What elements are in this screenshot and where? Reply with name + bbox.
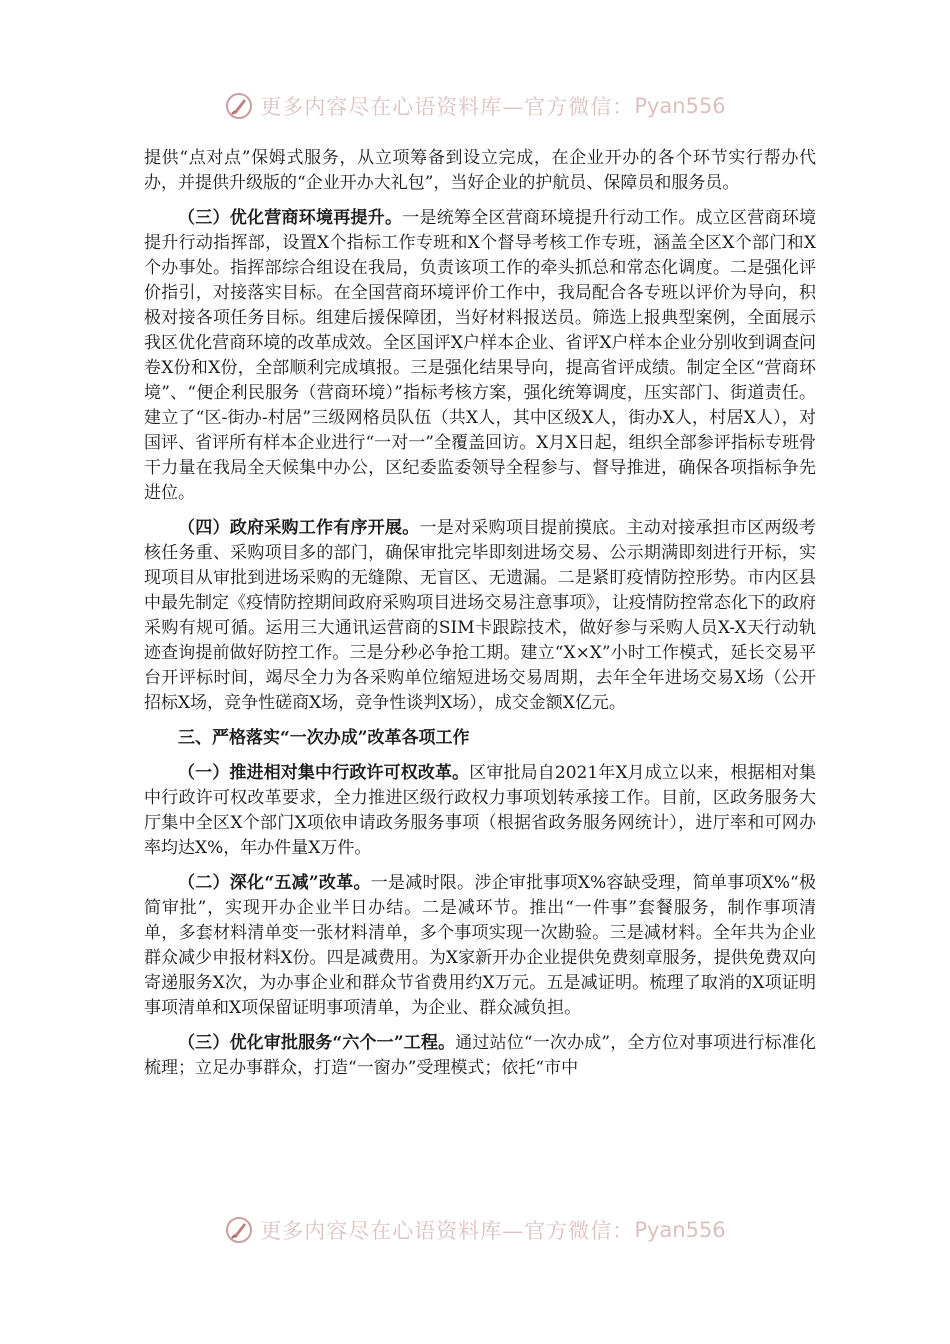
watermark-id: Pyan556 [634,94,726,118]
paragraph-government-procurement: （四）政府采购工作有序开展。一是对采购项目提前摸底。主动对接承担市区两级考核任务重、采购项目多的部门，确保审批完毕即刻进场交易、公示期满即刻进行开标，实现项目从审批到进场采购的无缝隙、无盲区、无遗漏。二是紧盯疫情防控形势。市内区县中最先制定《疫情防控期间政府采购项目进场交易注意事项》，让疫情防控常态化下的政府采购有规可循。运用三大通讯运营商的SIM卡跟踪技术，做好参与采购人员X-X天行动轨迹查询提前做好防控工作。三是分秒必争抢工期。建立“X×X”小时工作模式，延长交易平台开评标时间，竭尽全力为各采购单位缩短进场交易周期，去年全年进场交易X场（公开招标X场，竞争性磋商X场，竞争性谈判X场），成交金额X亿元。 [144,518,816,713]
paragraph-business-environment: （三）优化营商环境再提升。一是统筹全区营商环境提升行动工作。成立区营商环境提升行动指挥部，设置X个指标工作专班和X个督导考核工作专班，涵盖全区X个部门和X个办事处。指挥部综合组设在我局，负责该项工作的牵头抓总和常态化调度。二是强化评价指引，对接落实目标。在全国营商环境评价工作中，我局配合各专班以评价为导向，积极对接各项任务目标。组建后援保障团，当好材料报送员。筛选上报典型案例，全面展示我区优化营商环境的改革成效。全区国评X户样本企业、省评X户样本企业分别收到调查问卷X份和X份，全部顺利完成填报。三是强化结果导向，提高省评成绩。制定全区“营商环境”、“便企利民服务（营商环境）”指标考核方案，强化统筹调度，压实部门、街道责任。建立了“区-街办-村居”三级网格员队伍（共X人，其中区级X人，街办X人，村居X人），对国评、省评所有样本企业进行“一对一”全覆盖回访。X月X日起，组织全部参评指标专班骨干力量在我局全天候集中办公，区纪委监委领导全程参与、督导推进，确保各项指标争先进位。 [144,208,816,503]
paragraph-continuation: 提供“点对点”保姆式服务，从立项筹备到设立完成，在企业开办的各个环节实行帮办代办，并提供升级版的“企业开办大礼包”，当好企业的护航员、保障员和服务员。 [144,148,816,193]
paragraph-heading: （一）推进相对集中行政许可权改革。 [178,763,470,783]
watermark-id: Pyan556 [634,1218,726,1242]
paragraph-heading: （二）深化“五减”改革。 [178,873,371,893]
watermark-text: 更多内容尽在心语资料库—官方微信： [260,1219,635,1243]
watermark-footer [0,1210,950,1250]
paragraph-five-reductions: （二）深化“五减”改革。一是减时限。涉企审批事项X%容缺受理，简单事项X%“极简审批”，实现开办企业半日办结。二是减环节。推出“一件事”套餐服务，制作事项清单，多套材料清单变一张材料清单，多个事项实现一次勘验。三是减材料。全年共为企业群众减少申报材料X份。四是减费用。为X家新开办企业提供免费刻章服务，提供免费双向寄递服务X次，为办事企业和群众节省费用约X万元。五是减证明。梳理了取消的X项证明事项清单和X项保留证明事项清单，为企业、群众减负担。 [144,873,817,1018]
paragraph-six-ones-project: （三）优化审批服务“六个一”工程。通过站位“一次办成”，全方位对事项进行标准化梳理；立足办事群众，打造“一窗办”受理模式；依托“市中 [144,1033,816,1078]
watermark-text: 更多内容尽在心语资料库—官方微信： [260,95,635,119]
paragraph-administrative-permit-reform: （一）推进相对集中行政许可权改革。区审批局自2021年X月成立以来，根据相对集中行政许可权改革要求，全力推进区级行政权力事项划转承接工作。目前，区政务服务大厅集中全区X个部门X项依申请政务服务事项（根据省政务服务网统计），进厅率和可网办率均达X%，年办件量X万件。 [144,763,816,858]
paragraph-heading: （三）优化营商环境再提升。 [178,208,403,228]
feather-pen-icon [224,91,254,121]
feather-pen-icon [224,1215,254,1245]
paragraph-heading: （四）政府采购工作有序开展。 [178,518,420,538]
watermark-header [0,86,950,126]
section-title: 三、严格落实“一次办成”改革各项工作 [178,728,470,748]
document-body [144,146,816,1081]
paragraph-heading: （三）优化审批服务“六个一”工程。 [178,1033,456,1053]
